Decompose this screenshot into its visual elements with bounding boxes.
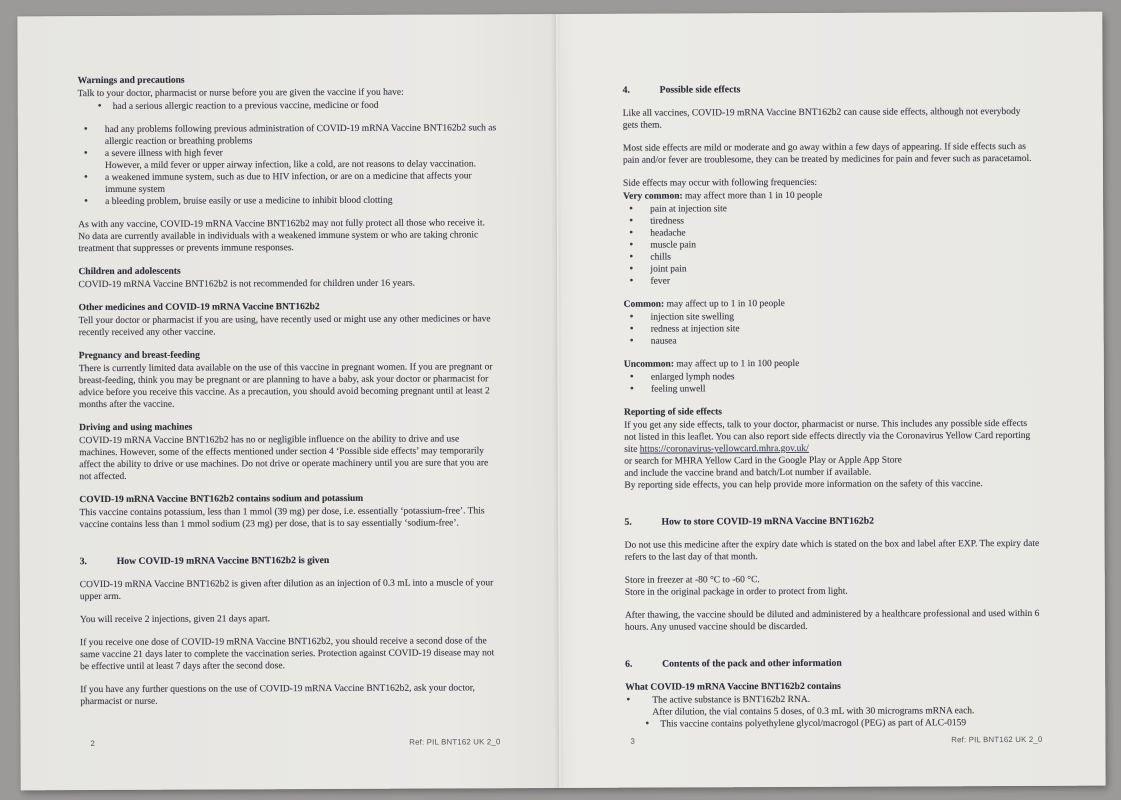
bullet-list [78, 122, 498, 208]
section-heading: Warnings and precautions [77, 75, 185, 87]
section-title: How COVID-19 mRNA Vaccine BNT162b2 is given [116, 555, 330, 567]
bullet-item: • enlarged lymph nodes [624, 370, 1039, 384]
page-2-content [78, 73, 501, 708]
paragraph: As with any vaccine, COVID-19 mRNA Vaccine BNT162b2 may not fully protect all those who receive it. No data are currently available in individuals with a weakened immune system or who are taking chronic treatment that suppresses or prevents immune responses. [78, 218, 485, 255]
section-heading: Pregnancy and breast-feeding [78, 350, 200, 362]
paragraph: After thawing, the vaccine should be diluted and administered by a healthcare professional and used within 6 hours. Any unused vaccine should be discarded. [624, 608, 1040, 633]
yellow-card-link[interactable]: https://coronavirus-yellowcard.mhra.gov.uk/ [639, 443, 809, 455]
bullet-item: • tiredness [623, 214, 1038, 228]
section-number: 3. [79, 556, 87, 568]
page-number: 3 [630, 736, 636, 746]
paragraph: Do not use this medicine after the expiry date which is stated on the box and label after EXP. The expiry date refers to the last day of that month. [624, 538, 1040, 563]
bullet-item: • The active substance is BNT162b2 RNA. After dilution, the vial contains 5 doses, of 0.3 mL with 30 micrograms mRNA each. [625, 693, 1040, 719]
section-heading: What COVID-19 mRNA Vaccine BNT162b2 contains [625, 681, 841, 693]
bullet-item: • had any problems following previous administration of COVID-19 mRNA Vaccine BNT162b2 such as allergic reaction or breathing problems [78, 122, 498, 148]
paragraph: Tell your doctor or pharmacist if you are using, have recently used or might use any other medicines or have recently received any other vaccine. [78, 314, 491, 339]
paragraph: Store in freezer at -80 °C to -60 °C. Store in the original package in order to protect from light. [624, 575, 848, 598]
bullet-item: • had a serious allergic reaction to a previous vaccine, medicine or food [78, 99, 498, 113]
section-number: 6. [625, 658, 633, 670]
page-2 [17, 14, 558, 790]
frequency-line [624, 357, 1039, 371]
numbered-section-heading [80, 554, 500, 568]
frequency-label: Common: [623, 299, 665, 310]
text-segment: By reporting side effects, you can help provide more information on the safety of this vaccine. [624, 479, 983, 491]
section-number: 5. [624, 516, 632, 528]
paragraph: COVID-19 mRNA Vaccine BNT162b2 has no or negligible influence on the ability to drive and use machines. However, some of the effects mentioned under section 4 ‘Possible side effects’ may temporarily affect the ability to drive or use machines. Do not drive or operate machinery until you are sure that you are not affected. [79, 434, 489, 483]
page-3 [555, 12, 1105, 788]
bullet-list [625, 693, 1040, 731]
section-heading: COVID-19 mRNA Vaccine BNT162b2 contains sodium and potassium [79, 493, 364, 506]
bullet-item: • a bleeding problem, bruise easily or use a medicine to inhibit blood clotting [78, 194, 498, 208]
paragraph: COVID-19 mRNA Vaccine BNT162b2 is not recommended for children under 16 years. [78, 278, 415, 291]
numbered-section-heading [625, 515, 1040, 529]
paragraph: This vaccine contains potassium, less than 1 mmol (39 mg) per dose, i.e. essentially ‘potassium-free’. This vaccine contains less than 1 mmol sodium (23 mg) per dose, that is to say essentially ‘sodium-free’. [79, 506, 485, 531]
frequency-label: Very common: [623, 191, 683, 202]
section-heading: Reporting of side effects [624, 407, 722, 418]
numbered-section-heading [623, 83, 1038, 97]
bullet-item: • joint pain [623, 262, 1038, 276]
paragraph: There is currently limited data available on the use of this vaccine in pregnant women. If you are pregnant or breast-feeding, think you may be pregnant or are planning to have a baby, ask your doctor or pharmacist for advice before you receive this vaccine. As a precaution, you should avoid becoming pregnant until at least 2 months after the vaccine. [78, 362, 493, 411]
paragraph: If you have any further questions on the use of COVID-19 mRNA Vaccine BNT162b2, ask your doctor, pharmacist or nurse. [80, 683, 475, 708]
bullet-item: • nausea [624, 334, 1039, 348]
section-title: How to store COVID-19 mRNA Vaccine BNT162b2 [661, 515, 874, 528]
frequency-description: may affect up to 1 in 10 people [664, 299, 785, 310]
bullet-list [78, 99, 498, 113]
section-title: Contents of the pack and other information [662, 657, 842, 670]
footer-ref: Ref: PIL BNT162 UK 2_0 [951, 734, 1043, 745]
bullet-item: • headache [623, 226, 1038, 240]
footer-ref: Ref: PIL BNT162 UK 2_0 [409, 737, 501, 747]
paragraph: Like all vaccines, COVID-19 mRNA Vaccine BNT162b2 can cause side effects, although not everybody gets them. [622, 106, 1021, 131]
paragraph: COVID-19 mRNA Vaccine BNT162b2 is given after dilution as an injection of 0.3 mL into a muscle of your upper arm. [79, 578, 494, 603]
page-spread [17, 12, 1105, 791]
bullet-list [624, 310, 1039, 348]
bullet-item: • redness at injection site [624, 322, 1039, 336]
bullet-item: • injection site swelling [624, 310, 1039, 324]
section-number: 4. [622, 84, 630, 96]
leaflet-paper [17, 12, 1105, 791]
paragraph: If you receive one dose of COVID-19 mRNA Vaccine BNT162b2, you should receive a second dose of the same vaccine 21 days later to complete the vaccination series. Protection against COVID-19 disease may not be effective until at least 7 days after the second dose. [80, 636, 495, 673]
page-3-content [623, 83, 1041, 731]
bullet-list [624, 370, 1039, 396]
frequency-description: may affect more than 1 in 10 people [682, 190, 823, 202]
frequency-label: Uncommon: [623, 359, 675, 370]
bullet-item: • a weakened immune system, such as due to HIV infection, or are on a medicine that affects your immune system [78, 170, 498, 196]
paragraph: Side effects may occur with following frequencies: [623, 177, 818, 189]
text-segment: or search for MHRA Yellow Card in the Google Play or Apple App Store [624, 455, 902, 467]
bullet-list [623, 202, 1038, 288]
bullet-item: • a severe illness with high fever However, a mild fever or upper airway infection, like a cold, are not reasons to delay vaccination. [78, 146, 498, 172]
page-3-footer [630, 735, 1042, 746]
paragraph: Talk to your doctor, pharmacist or nurse before you are given the vaccine if you have: [77, 87, 404, 100]
frequency-description: may affect up to 1 in 100 people [673, 358, 800, 370]
frequency-line [623, 189, 1038, 203]
bullet-item: • muscle pain [623, 238, 1038, 252]
numbered-section-heading [625, 657, 1040, 671]
paragraph: You will receive 2 injections, given 21 days apart. [79, 614, 271, 626]
page-number: 2 [90, 739, 96, 749]
paragraph [624, 418, 1039, 492]
paragraph: Most side effects are mild or moderate and go away within a few days of appearing. If side effects such as pain and/or fever are troublesome, they can be treated by medicines for pain and fever such as paracetamol. [622, 141, 1032, 166]
text-segment: If you get any side effects, talk to your doctor, pharmacist or nurse. This includes any possible side effects not listed in this leaflet. You can also report side effects directly via the Coronavirus Yellow Card reporting site [624, 418, 1031, 455]
bullet-item: • pain at injection site [623, 202, 1038, 216]
section-heading: Other medicines and COVID-19 mRNA Vaccine BNT162b2 [78, 302, 320, 314]
section-title: Possible side effects [659, 84, 741, 96]
bullet-item: • chills [623, 250, 1038, 264]
bullet-item: • feeling unwell [624, 382, 1039, 396]
frequency-line [624, 297, 1039, 311]
bullet-item: • fever [623, 274, 1038, 288]
bullet-item: • This vaccine contains polyethylene glycol/macrogol (PEG) as part of ALC-0159 [625, 717, 1040, 731]
section-heading: Driving and using machines [79, 422, 193, 434]
page-2-footer [90, 737, 500, 748]
section-heading: Children and adolescents [78, 266, 181, 278]
text-segment: and include the vaccine brand and batch/Lot number if available. [624, 467, 872, 479]
